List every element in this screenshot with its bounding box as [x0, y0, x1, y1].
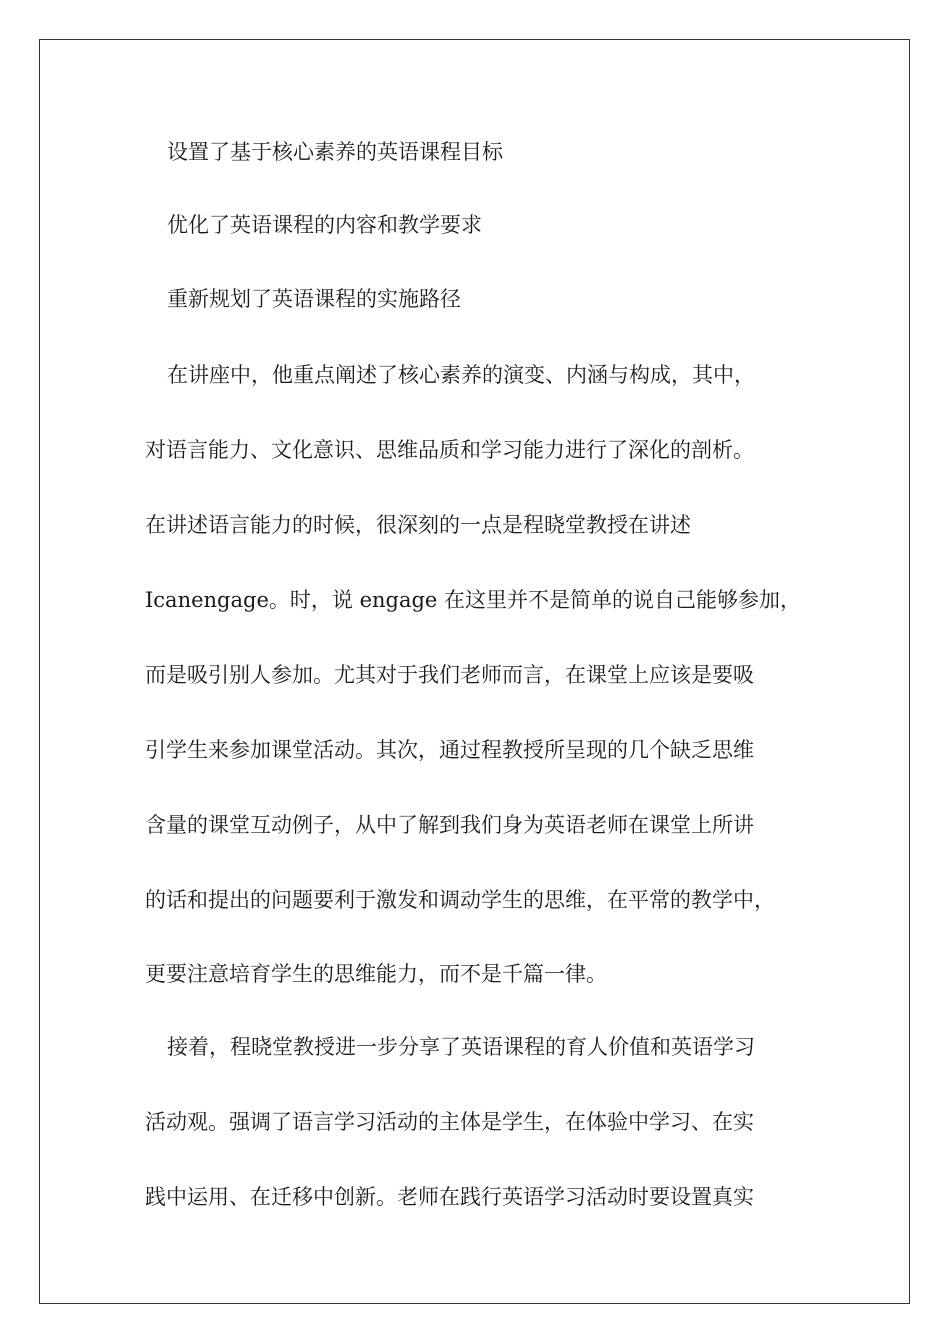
text-line: 接着，程晓堂教授进一步分享了英语课程的育人价值和英语学习 [167, 1035, 755, 1059]
text-line: 更要注意培育学生的思维能力，而不是千篇一律。 [145, 962, 607, 986]
text-line: 引学生来参加课堂活动。其次，通过程教授所呈现的几个缺乏思维 [145, 738, 754, 762]
text-line: 而是吸引别人参加。尤其对于我们老师而言，在课堂上应该是要吸 [145, 663, 754, 687]
text-line: 活动观。强调了语言学习活动的主体是学生，在体验中学习、在实 [145, 1110, 754, 1134]
text-line: 践中运用、在迁移中创新。老师在践行英语学习活动时要设置真实 [145, 1185, 754, 1209]
text-line: 在讲座中，他重点阐述了核心素养的演变、内涵与构成，其中， [167, 363, 755, 387]
text-line: 含量的课堂互动例子，从中了解到我们身为英语老师在课堂上所讲 [145, 813, 754, 837]
text-line: 重新规划了英语课程的实施路径 [167, 287, 461, 311]
text-line: 在讲述语言能力的时候，很深刻的一点是程晓堂教授在讲述 [145, 513, 691, 537]
text-line: Icanengage。时，说 engage 在这里并不是简单的说自己能够参加， [145, 588, 802, 612]
text-line: 对语言能力、文化意识、思维品质和学习能力进行了深化的剖析。 [145, 438, 754, 462]
text-line: 设置了基于核心素养的英语课程目标 [167, 140, 503, 164]
text-line: 优化了英语课程的内容和教学要求 [167, 213, 482, 237]
text-line: 的话和提出的问题要利于激发和调动学生的思维，在平常的教学中， [145, 888, 775, 912]
